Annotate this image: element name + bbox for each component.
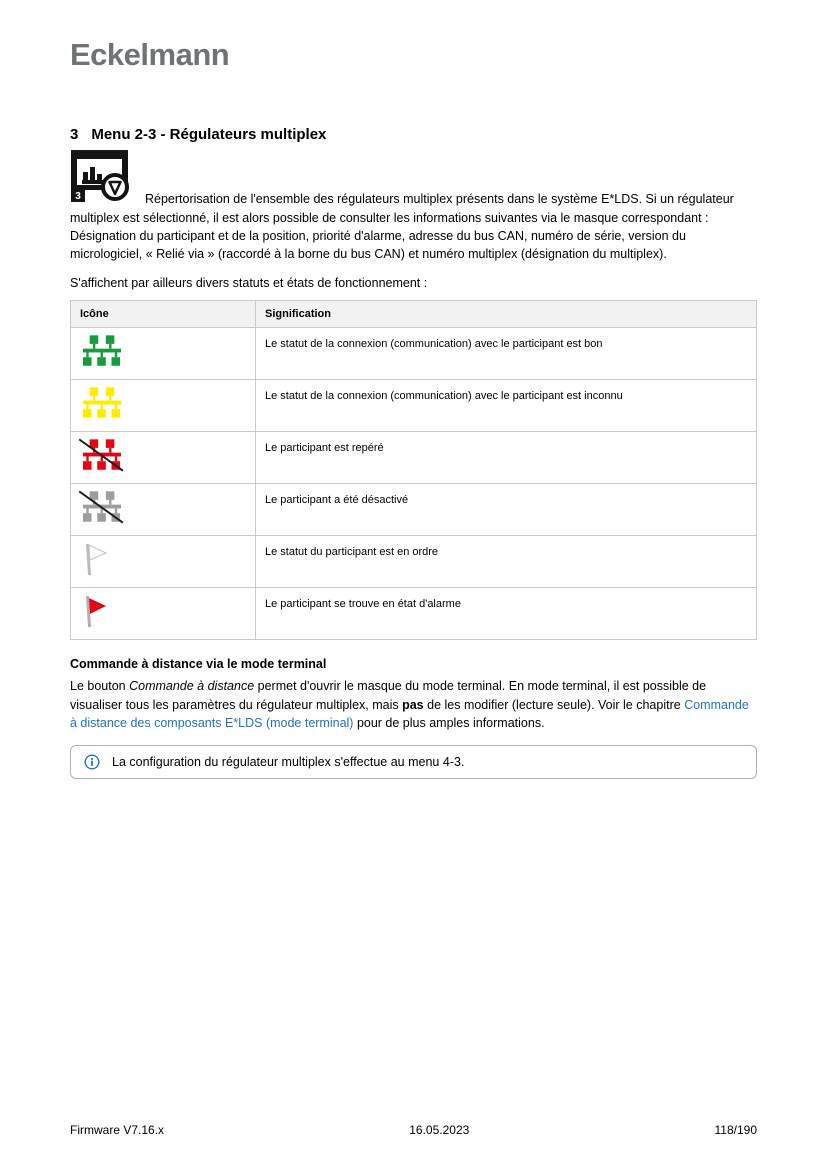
network-status-marked-icon — [83, 459, 121, 476]
footer-date: 16.05.2023 — [409, 1123, 470, 1137]
red-flag-icon — [83, 615, 107, 632]
status-meaning: Le participant a été désactivé — [256, 484, 757, 536]
table-header-row — [71, 301, 757, 328]
table-row — [71, 432, 757, 484]
page-footer — [70, 1123, 757, 1137]
menu-number-badge: 3 — [75, 191, 81, 203]
multiplex-menu-icon — [70, 147, 136, 208]
status-meaning: Le statut de la connexion (communication) avec le participant est bon — [256, 328, 757, 380]
table-row — [71, 380, 757, 432]
status-meaning: Le statut du participant est en ordre — [256, 536, 757, 588]
note-text: La configuration du régulateur multiplex s'effectue au menu 4-3. — [112, 755, 465, 770]
status-meaning: Le participant se trouve en état d'alarme — [256, 588, 757, 640]
terminal-text: pour de plus amples informations. — [353, 715, 545, 730]
info-icon — [84, 754, 100, 770]
network-status-disabled-icon — [83, 511, 121, 528]
chapter-link[interactable]: Commande à distance des composants E*LDS (mode terminal) — [70, 697, 749, 730]
eckelmann-logo: Eckelmann — [70, 37, 230, 72]
remote-control-button-label: Commande à distance — [129, 679, 255, 694]
info-note-box — [70, 745, 757, 779]
network-status-good-icon — [83, 355, 121, 372]
table-row — [71, 328, 757, 380]
white-flag-icon — [83, 563, 107, 580]
terminal-text: Le bouton — [70, 679, 130, 694]
footer-page-number: 118/190 — [714, 1123, 757, 1137]
section-heading — [70, 126, 757, 143]
section-title: Menu 2-3 - Régulateurs multiplex — [91, 126, 327, 144]
intro-text: Répertorisation de l'ensemble des régulateurs multiplex présents dans le système E*LDS. Si un régulateur multiplex est sélectionné, il est alors possible de consulter les informations suivantes via le masque correspondant : Désignation du participant et de la position, priorité d'alarme, adresse du bus CAN, numéro de série, version du micrologiciel, « Relié via » (raccordé à la borne du bus CAN) et numéro multiplex (désignation du multiplex). — [70, 192, 734, 262]
table-row — [71, 588, 757, 640]
compressor-circle-icon — [103, 175, 127, 199]
section-number: 3 — [70, 126, 79, 144]
network-status-unknown-icon — [83, 407, 121, 424]
intro-paragraph — [70, 147, 757, 264]
table-row — [71, 484, 757, 536]
status-table — [70, 300, 757, 640]
terminal-text: de les modifier (lecture seule). Voir le chapitre — [423, 697, 685, 712]
column-header-meaning: Signification — [256, 301, 757, 328]
column-header-icon: Icône — [71, 301, 256, 328]
terminal-section-heading: Commande à distance via le mode terminal — [70, 657, 327, 672]
status-meaning: Le participant est repéré — [256, 432, 757, 484]
terminal-paragraph — [70, 677, 757, 732]
emphasis-pas: pas — [402, 697, 424, 712]
status-intro: S'affichent par ailleurs divers statuts et états de fonctionnement : — [70, 275, 428, 290]
terminal-text: permet d'ouvrir le masque du mode terminal. En mode terminal, il est possible de visualiser tous les paramètres du régulateur multiplex, mais — [70, 679, 707, 712]
table-row — [71, 536, 757, 588]
status-meaning: Le statut de la connexion (communication) avec le participant est inconnu — [256, 380, 757, 432]
footer-firmware: Firmware V7.16.x — [70, 1123, 165, 1137]
